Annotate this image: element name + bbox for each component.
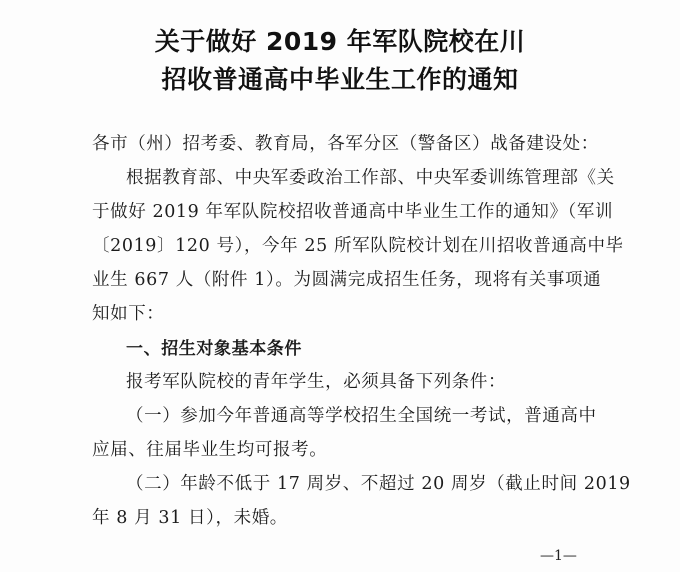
salutation: 各市（州）招考委、教育局，各军分区（警备区）战备建设处： bbox=[92, 134, 599, 154]
document-title-line-1: 关于做好 2019 年军队院校在川 bbox=[154, 27, 526, 56]
item-2-line-1: （二）年龄不低于 17 周岁、不超过 20 周岁（截止时间 2019 bbox=[126, 474, 631, 494]
item-1-line-1: （一）参加今年普通高等学校招生全国统一考试，普通高中 bbox=[126, 406, 597, 426]
paragraph-1-line-5: 知如下： bbox=[92, 304, 165, 324]
paragraph-1-line-4: 业生 667 人（附件 1）。为圆满完成招生任务，现将有关事项通 bbox=[92, 270, 602, 290]
paragraph-1-line-2: 于做好 2019 年军队院校招收普通高中毕业生工作的通知》（军训 bbox=[92, 202, 614, 222]
document-title-line-2: 招收普通高中毕业生工作的通知 bbox=[161, 65, 519, 94]
paragraph-1-line-3: 〔2019〕120 号），今年 25 所军队院校计划在川招收普通高中毕 bbox=[92, 236, 624, 256]
paragraph-1-line-1: 根据教育部、中央军委政治工作部、中央军委训练管理部《关 bbox=[126, 168, 615, 188]
section-1-heading: 一、招生对象基本条件 bbox=[126, 339, 302, 359]
item-2-line-2: 年 8 月 31 日），未婚。 bbox=[92, 508, 288, 528]
page-number: —1— bbox=[540, 548, 577, 564]
section-1-intro: 报考军队院校的青年学生，必须具备下列条件： bbox=[126, 372, 507, 392]
item-1-line-2: 应届、往届毕业生均可报考。 bbox=[92, 440, 328, 460]
